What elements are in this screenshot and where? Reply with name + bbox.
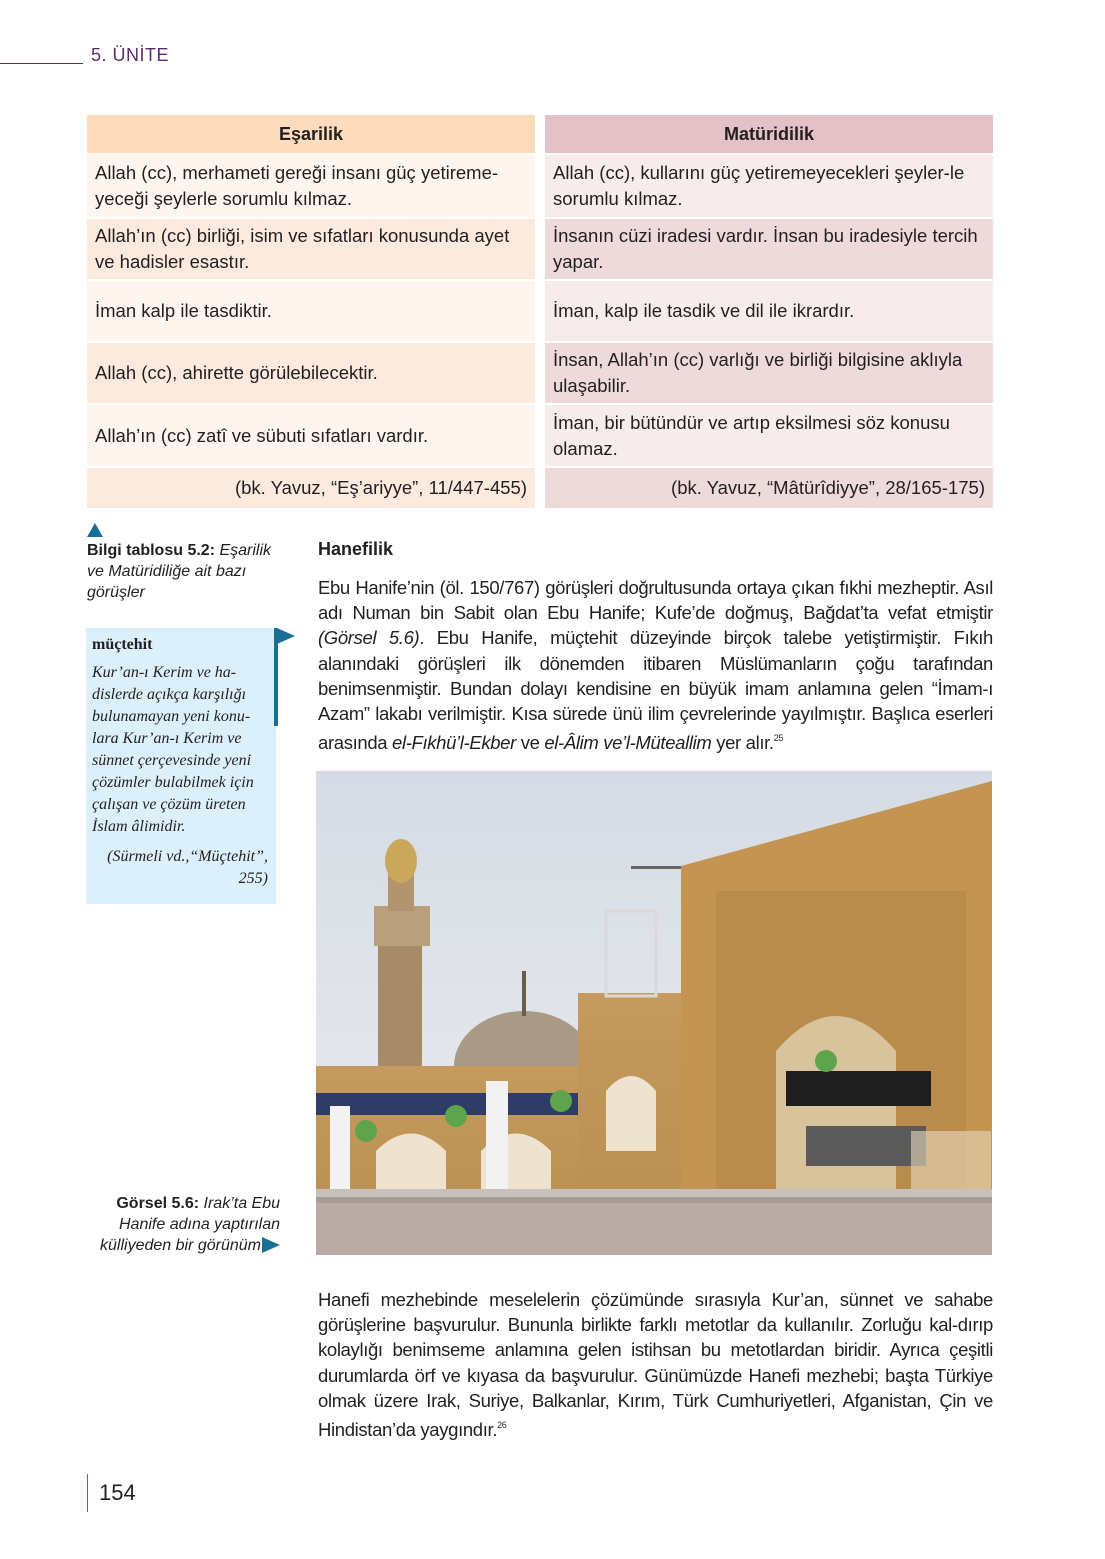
footnote-marker: 25 [773,733,784,744]
caption-label: Bilgi tablosu 5.2: [87,542,216,559]
flag-icon [277,628,295,644]
work-title: el-Fıkhü’l-Ekber [392,732,516,754]
column-header-esarilik: Eşarilik [87,115,535,153]
table-cell: İnsan, Allah’ın (cc) varlığı ve birliği bilgisine aklıyla ulaşabilir. [545,343,993,403]
table-cell: İman, bir bütündür ve artıp eksilmesi söz konusu olamaz. [545,405,993,466]
caption-label: Görsel 5.6: [116,1195,200,1212]
text-run: yer alır. [711,732,774,754]
text-run: ve [515,732,545,754]
table-row [87,281,993,341]
caption-right-arrow-icon [262,1237,280,1253]
source-citation: (bk. Yavuz, “Eş’ariyye”, 11/447-455) [87,468,535,508]
page-number-rule [87,1474,88,1512]
caption-up-arrow-icon [87,523,103,537]
table-cell: Allah’ın (cc) zatî ve sübuti sıfatları vardır. [87,405,535,466]
table-row [87,155,993,217]
section-title: Hanefilik [318,539,394,559]
table-cell: Allah (cc), kullarını güç yetiremeyecekleri şeyler-le sorumlu kılmaz. [545,155,993,217]
footnote-marker: 26 [497,1420,507,1431]
comparison-table [87,115,993,510]
mosque-illustration-icon [316,771,992,1255]
caption-text: Irak’ta Ebu Hanife adına yaptırılan külliyeden bir görünüm [100,1195,280,1254]
glossary-definition: Kur’an-ı Kerim ve ha-dislerde açıkça karşılığı bulunamayan yeni konu-lara Kur’an-ı Kerim ve sünnet çerçevesinde yeni çözümler bulabilmek için çalışan ve çözüm üreten İslam âlimidir. [92,664,254,835]
table-cell: İman, kalp ile tasdik ve dil ile ikrardır. [545,281,993,341]
text-run: Hanefi mezhebinde meselelerin çözümünde sırasıyla Kur’an, sünnet ve sahabe görüşlerine başvurulur. Bununla birlikte farklı metotlar da kullanılır. Zorluğu kal-dırıp kolaylığı benimseme anlamına gelen istihsan bu metotlardan biridir. Ayrıca çeşitli durumlarda örf ve kıyasa da başvurulur. Günümüzde Hanefi mezhebi; başta Türkiye olmak üzere Irak, Suriye, Balkanlar, Kırım, Türk Cumhuriyetleri, Afganistan, Çin ve Hindistan’da yaygındır. [318,1289,993,1441]
work-title: el-Âlim ve’l-Müteallim [544,732,712,754]
unit-rule [0,63,83,64]
table-caption [87,540,287,603]
table-row [87,343,993,403]
text-run: . Ebu Hanife, müçtehit düzeyinde birçok talebe yetiştirmiştir. Fıkıh alanındaki görüşleri ilk dönemden itibaren Müslümanların çoğu tarafından benimsenmiştir. Bundan dolayı kendisine en büyük imam anlamına gelen “İmam-ı Azam” lakabı verilmiştir. Kısa sürede ünü ilim çevrelerinde yayılmıştır. Başlıca eserleri arasında [318,627,993,754]
glossary-term: müçtehit [92,636,153,653]
source-citation: (bk. Yavuz, “Mâtürîdiyye”, 28/165-175) [545,468,993,508]
table-cell: İnsanın cüzi iradesi vardır. İnsan bu iradesiyle tercih yapar. [545,219,993,279]
photo-caption [90,1193,280,1256]
glossary-box [86,628,276,904]
table-source-row [87,468,993,508]
mosque-photo [316,771,992,1255]
table-cell: Allah’ın (cc) birliği, isim ve sıfatları konusunda ayet ve hadisler esastır. [87,219,535,279]
caption-text: Eşarilik ve Matüridiliğe ait bazı görüşler [87,542,272,601]
page-number: 154 [99,1480,136,1505]
glossary-source: (Sürmeli vd.,“Müçtehit”, 255) [107,848,268,887]
table-row [87,405,993,466]
table-header-row [87,115,993,153]
table-cell: İman kalp ile tasdiktir. [87,281,535,341]
text-run: Ebu Hanife’nin (öl. 150/767) görüşleri doğrultusunda ortaya çıkan fıkhi mezheptir. Asıl adı Numan bin Sabit olan Ebu Hanife; Kufe’de doğmuş, Bağdat’ta vefat etmiştir [318,577,993,624]
paragraph [318,1287,993,1442]
table-cell: Allah (cc), ahirette görülebilecektir. [87,343,535,403]
column-header-maturidilik: Matüridilik [545,115,993,153]
table-cell: Allah (cc), merhameti gereği insanı güç yetireme-yeceği şeylerle sorumlu kılmaz. [87,155,535,217]
paragraph [318,575,993,755]
unit-label: 5. ÜNİTE [91,45,170,65]
figure-reference: (Görsel 5.6) [318,627,420,649]
table-row [87,219,993,279]
